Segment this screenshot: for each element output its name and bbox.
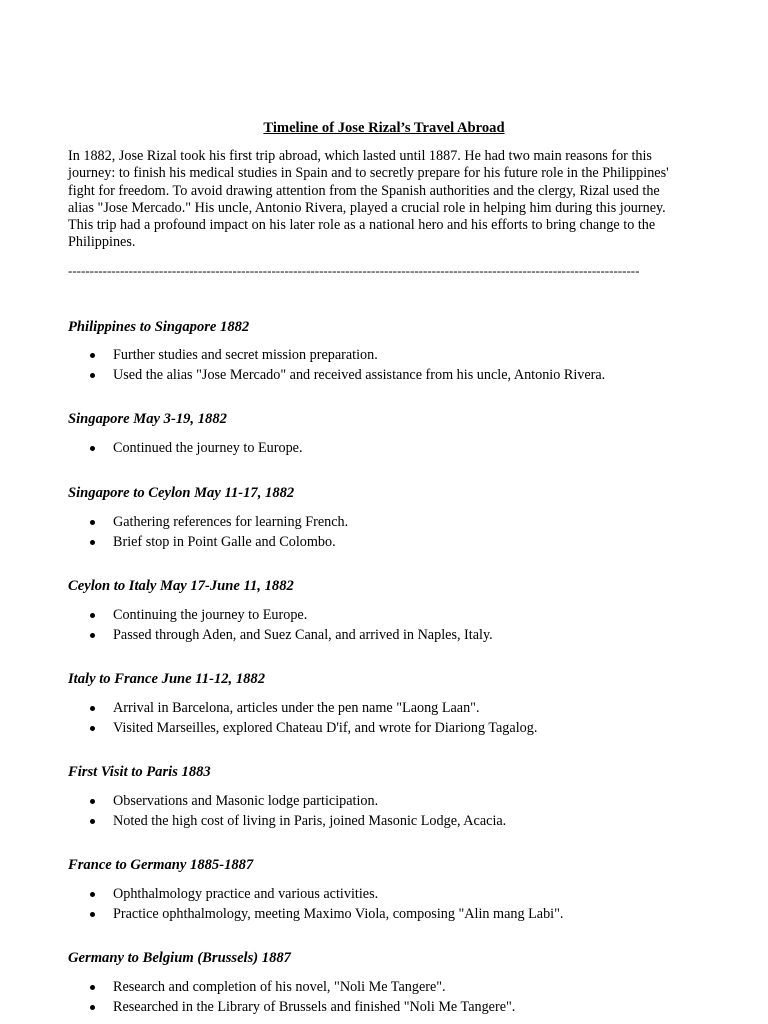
intro-line: This trip had a profound impact on his later role as a national hero and his efforts to bring change to the (68, 217, 656, 234)
bullet-list (68, 606, 493, 645)
section-heading: Germany to Belgium (Brussels) 1887 (68, 950, 291, 966)
bullet-list (68, 885, 563, 924)
bullet-text: Brief stop in Point Galle and Colombo. (113, 533, 336, 550)
bullet-icon (90, 985, 95, 990)
bullet-text: Arrival in Barcelona, articles under the pen name "Laong Laan". (113, 700, 480, 716)
document-title: Timeline of Jose Rizal’s Travel Abroad (263, 120, 505, 136)
bullet-text: Practice ophthalmology, meeting Maximo Viola, composing "Alin mang Labi". (113, 905, 564, 922)
dashed-divider: ------------------------------------------------------------------------------------------------------------------------------------ (68, 263, 640, 278)
intro-paragraph (68, 148, 704, 252)
bullet-text: Ophthalmology practice and various activities. (113, 886, 379, 902)
intro-line: fight for freedom. To avoid drawing attention from the Spanish authorities and the clergy, Rizal used the (68, 182, 660, 199)
list-item (68, 606, 493, 626)
list-item (68, 905, 563, 925)
bullet-text: Visited Marseilles, explored Chateau D'if, and wrote for Diariong Tagalog. (113, 719, 538, 736)
intro-line: In 1882, Jose Rizal took his first trip abroad, which lasted until 1887. He had two main reasons for this (68, 148, 652, 164)
bullet-icon (90, 1005, 95, 1010)
bullet-list (68, 346, 605, 385)
list-item (68, 812, 506, 832)
bullet-text: Further studies and secret mission preparation. (113, 347, 378, 363)
bullet-icon (90, 373, 95, 378)
list-item (68, 513, 348, 533)
list-item (68, 533, 348, 553)
bullet-icon (90, 613, 95, 618)
bullet-text: Continued the journey to Europe. (113, 440, 303, 456)
bullet-text: Passed through Aden, and Suez Canal, and arrived in Naples, Italy. (113, 626, 493, 643)
section-heading: First Visit to Paris 1883 (68, 764, 211, 780)
bullet-text: Gathering references for learning French. (113, 514, 349, 530)
list-item (68, 699, 537, 719)
bullet-icon (90, 540, 95, 545)
bullet-text: Observations and Masonic lodge participation. (113, 793, 379, 809)
bullet-text: Researched in the Library of Brussels and finished "Noli Me Tangere". (113, 998, 516, 1015)
bullet-icon (90, 353, 95, 358)
section-heading: Singapore to Ceylon May 11-17, 1882 (68, 485, 295, 501)
intro-line: alias "Jose Mercado." His uncle, Antonio Rivera, played a crucial role in helping him during this journey. (68, 199, 666, 216)
bullet-text: Continuing the journey to Europe. (113, 607, 308, 623)
bullet-icon (90, 892, 95, 897)
bullet-icon (90, 726, 95, 731)
bullet-icon (90, 799, 95, 804)
list-item (68, 719, 537, 739)
bullet-list (68, 792, 506, 831)
section-heading: Philippines to Singapore 1882 (68, 319, 250, 335)
list-item (68, 366, 605, 386)
bullet-list (68, 513, 348, 552)
bullet-list (68, 978, 515, 1017)
bullet-text: Noted the high cost of living in Paris, joined Masonic Lodge, Acacia. (113, 812, 507, 829)
list-item (68, 626, 493, 646)
section-heading: Ceylon to Italy May 17-June 11, 1882 (68, 578, 294, 594)
bullet-list (68, 439, 303, 459)
bullet-icon (90, 520, 95, 525)
section-heading: Italy to France June 11-12, 1882 (68, 671, 266, 687)
bullet-icon (90, 912, 95, 917)
list-item (68, 998, 515, 1018)
list-item (68, 439, 303, 459)
list-item (68, 978, 515, 998)
intro-line: Philippines. (68, 234, 136, 251)
list-item (68, 792, 506, 812)
bullet-icon (90, 706, 95, 711)
list-item (68, 885, 563, 905)
bullet-text: Research and completion of his novel, "Noli Me Tangere". (113, 979, 446, 995)
bullet-list (68, 699, 537, 738)
bullet-icon (90, 633, 95, 638)
intro-line: journey: to finish his medical studies in Spain and to secretly prepare for his future role in the Philippines' (68, 165, 669, 182)
section-heading: France to Germany 1885-1887 (68, 857, 254, 873)
section-heading: Singapore May 3-19, 1882 (68, 411, 227, 427)
list-item (68, 346, 605, 366)
bullet-text: Used the alias "Jose Mercado" and received assistance from his uncle, Antonio Rivera. (113, 366, 606, 383)
bullet-icon (90, 446, 95, 451)
bullet-icon (90, 819, 95, 824)
